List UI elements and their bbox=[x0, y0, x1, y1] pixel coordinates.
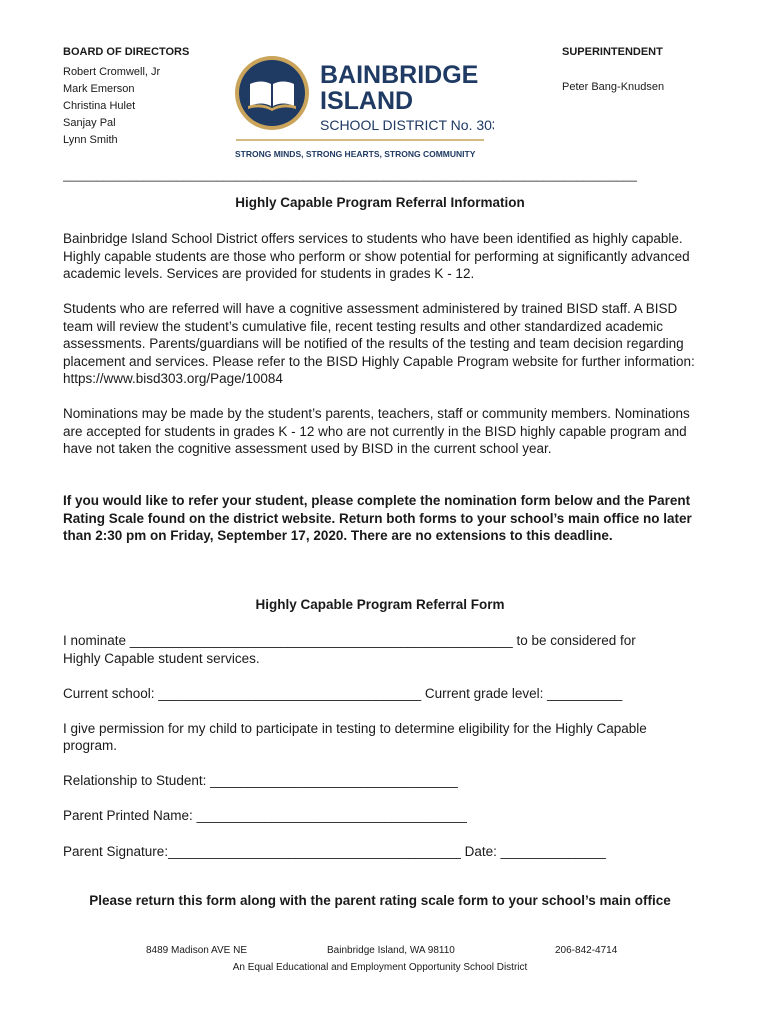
board-member: Christina Hulet bbox=[63, 100, 136, 112]
logo-line-3: SCHOOL DISTRICT No. 303 bbox=[320, 117, 494, 133]
board-member: Mark Emerson bbox=[63, 83, 135, 95]
logo-tagline: STRONG MINDS, STRONG HEARTS, STRONG COMMUNITY bbox=[235, 149, 476, 159]
board-heading: BOARD OF DIRECTORS bbox=[63, 46, 190, 58]
info-title: Highly Capable Program Referral Information bbox=[235, 195, 525, 210]
board-member: Robert Cromwell, Jr bbox=[63, 66, 161, 78]
logo-line-1: BAINBRIDGE bbox=[320, 61, 479, 89]
header-rule: ______________________________________________________________________________________ bbox=[63, 168, 637, 182]
current-school-field[interactable]: Current school: ___________________________________ Current grade level: __________ bbox=[63, 686, 623, 701]
district-logo-graphic bbox=[232, 56, 494, 166]
info-paragraph-assessment: Students who are referred will have a cognitive assessment administered by trained BISD staff. A BISD team will review the student’s cumulative file, recent testing results and other standardized academic assessments. Parents/guardians will be notified of the results of the testing and team decision regarding placement and services. Please refer to the BISD Highly Capable Program website for further information: https://www.bisd303.org/Page/10084 bbox=[63, 301, 695, 387]
parent-signature-field[interactable]: Parent Signature:_______________________________________ Date: ______________ bbox=[63, 844, 606, 859]
superintendent-heading: SUPERINTENDENT bbox=[562, 46, 663, 58]
permission-statement: I give permission for my child to participate in testing to determine eligibility for the Highly Capable bbox=[63, 721, 647, 736]
district-logo bbox=[232, 56, 494, 166]
open-book-icon bbox=[248, 82, 296, 112]
info-paragraph-services: Bainbridge Island School District offers services to students who have been identified as highly capable. Highly capable students are those who perform or show potential for performing at significantly advanced academic levels. Services are provided for students in grades K - 12. bbox=[63, 231, 690, 282]
nominate-field-continued: Highly Capable student services. bbox=[63, 651, 260, 666]
info-paragraph-deadline: If you would like to refer your student, please complete the nomination form below and the Parent Rating Scale found on the district website. Return both forms to your school’s main office no later than 2:30 pm on Friday, September 17, 2020. There are no extensions to this deadline. bbox=[63, 493, 692, 544]
logo-line-2: ISLAND bbox=[320, 87, 414, 115]
permission-statement-continued: program. bbox=[63, 738, 118, 753]
relationship-field[interactable]: Relationship to Student: _________________________________ bbox=[63, 773, 458, 788]
footer-phone: 206-842-4714 bbox=[555, 945, 618, 956]
return-instructions: Please return this form along with the parent rating scale form to your school’s main office bbox=[89, 893, 671, 908]
footer-address: 8489 Madison AVE NE bbox=[146, 945, 247, 956]
board-member: Lynn Smith bbox=[63, 134, 118, 146]
nominate-field[interactable]: I nominate ___________________________________________________ to be considered for bbox=[63, 633, 636, 648]
superintendent-name: Peter Bang-Knudsen bbox=[562, 81, 665, 93]
footer-statement: An Equal Educational and Employment Opportunity School District bbox=[232, 962, 528, 973]
info-paragraph-nominations: Nominations may be made by the student’s parents, teachers, staff or community members. Nominations are accepted for students in grades K - 12 who are not currently in the BISD highly capable program and have not taken the cognitive assessment used by BISD in the current school year. bbox=[63, 406, 690, 457]
board-member-list bbox=[63, 64, 160, 149]
footer-city: Bainbridge Island, WA 98110 bbox=[327, 945, 455, 956]
form-title: Highly Capable Program Referral Form bbox=[255, 597, 505, 612]
board-member: Sanjay Pal bbox=[63, 117, 116, 129]
parent-name-field[interactable]: Parent Printed Name: ____________________________________ bbox=[63, 808, 467, 823]
